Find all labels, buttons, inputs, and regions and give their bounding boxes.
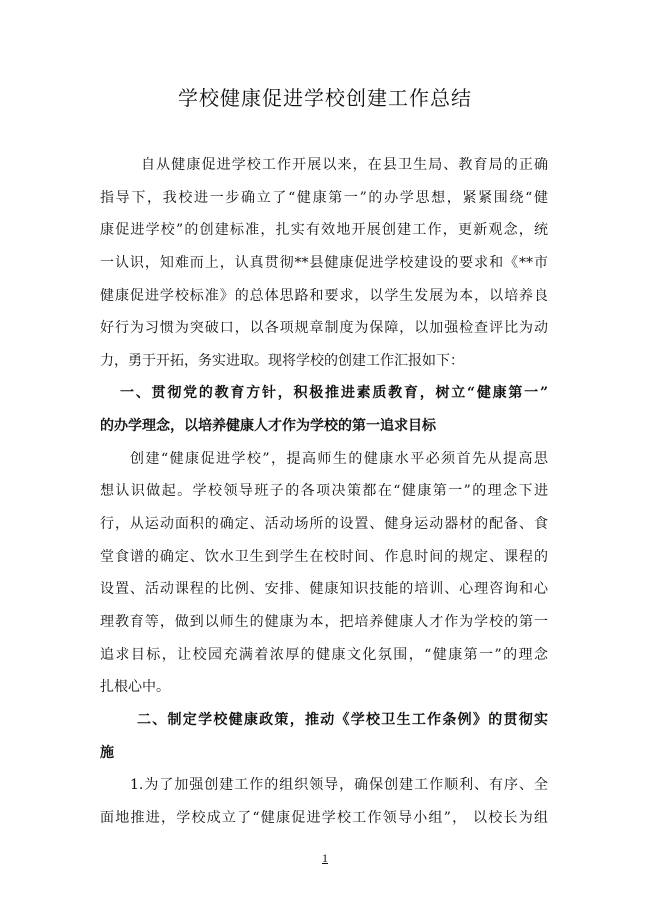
paragraph-1-line: 力，勇于开拓，务实进取。现将学校的创建工作汇报如下： (100, 352, 464, 369)
paragraph-1-line: 一认识，知难而上，认真贯彻**县健康促进学校建设的要求和《**市 (100, 254, 548, 271)
paragraph-2-line: 扎根心中。 (100, 679, 170, 696)
section-heading-2: 施 (100, 744, 114, 761)
paragraph-2-line: 想认识做起。学校领导班子的各项决策都在“健康第一”的理念下进 (100, 483, 548, 500)
page-number: 1 (322, 851, 328, 865)
paragraph-2-line: 创建“健康促进学校”，提高师生的健康水平必须首先从提高思 (130, 450, 548, 467)
section-heading-2: 二、制定学校健康政策，推动《学校卫生工作条例》的贯彻实 (137, 711, 548, 728)
paragraph-3-line: 面地推进，学校成立了“健康促进学校工作领导小组”， 以校长为组 (100, 809, 548, 826)
paragraph-1-line: 自从健康促进学校工作开展以来，在县卫生局、教育局的正确 (141, 157, 548, 173)
paragraph-2-line: 追求目标，让校园充满着浓厚的健康文化氛围，“健康第一”的理念 (100, 646, 548, 663)
paragraph-3-line: 1.为了加强创建工作的组织领导，确保创建工作顺利、有序、全 (130, 777, 548, 794)
paragraph-1-line: 好行为习惯为突破口，以各项规章制度为保障，以加强检查评比为动 (100, 320, 548, 337)
section-heading-1: 的办学理念，以培养健康人才作为学校的第一追求目标 (100, 418, 436, 435)
paragraph-2-line: 理教育等，做到以师生的健康为本，把培养健康人才作为学校的第一 (100, 613, 548, 630)
paragraph-1-line: 健康促进学校标准》的总体思路和要求，以学生发展为本，以培养良 (100, 287, 548, 304)
paragraph-1-line: 指导下，我校进一步确立了“健康第一”的办学思想，紧紧围绕“健 (100, 189, 548, 206)
paragraph-2-line: 设置、活动课程的比例、安排、健康知识技能的培训、心理咨询和心 (100, 581, 548, 598)
section-heading-1: 一、贯彻党的教育方针，积极推进素质教育，树立“健康第一” (120, 385, 548, 402)
paragraph-1-line: 康促进学校”的创建标准，扎实有效地开展创建工作，更新观念，统 (100, 222, 548, 239)
document-title: 学校健康促进学校创建工作总结 (178, 86, 472, 110)
paragraph-2-line: 堂食谱的确定、饮水卫生到学生在校时间、作息时间的规定、课程的 (100, 548, 548, 565)
document-body (100, 149, 548, 834)
paragraph-2-line: 行，从运动面积的确定、活动场所的设置、健身运动器材的配备、食 (100, 516, 548, 533)
